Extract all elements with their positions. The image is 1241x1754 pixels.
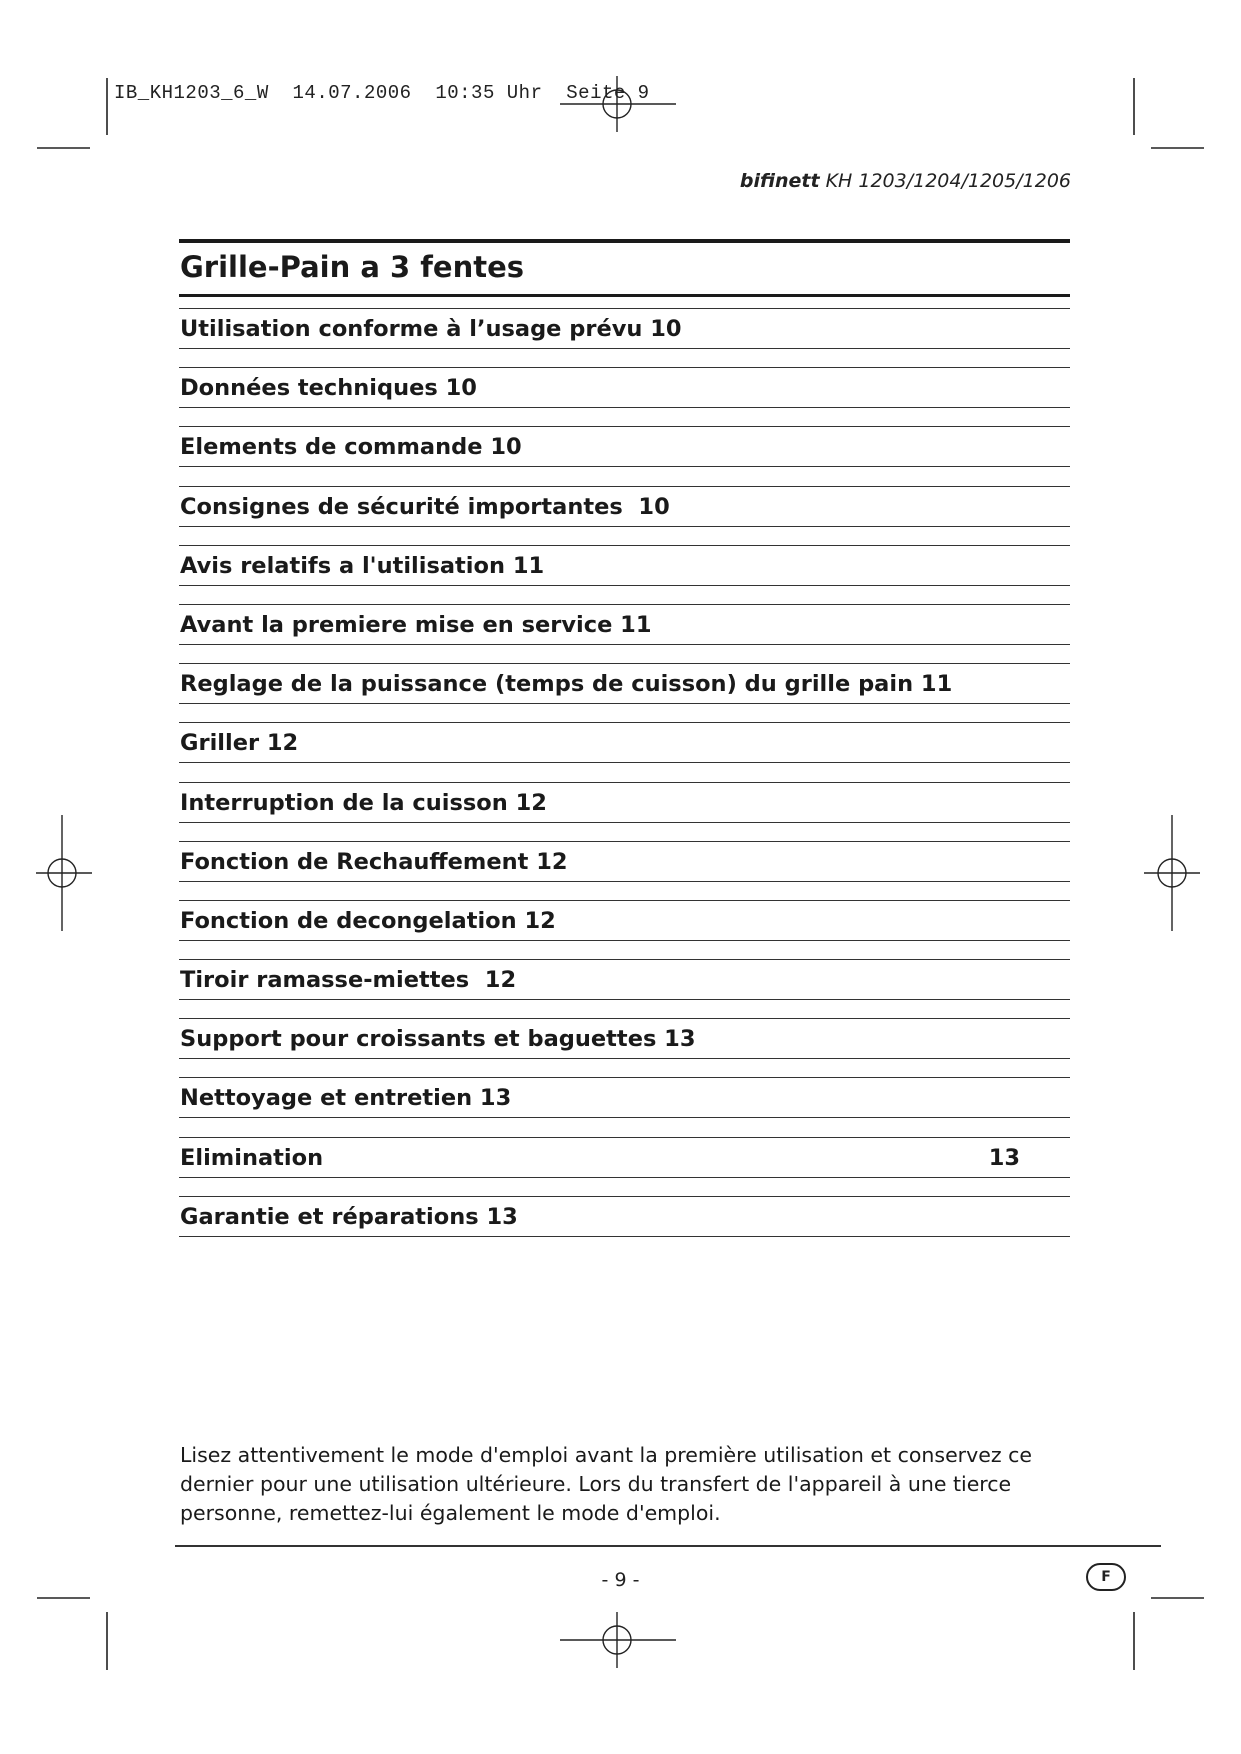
- language-badge: F: [1086, 1563, 1126, 1591]
- toc-entry-top-rule: [179, 308, 1070, 309]
- toc-entry-top-rule: [179, 604, 1070, 605]
- toc-entry-bottom-rule: [179, 940, 1070, 941]
- toc-entry-top-rule: [179, 782, 1070, 783]
- toc-entry: [179, 308, 1070, 367]
- toc-entry-bottom-rule: [179, 1117, 1070, 1118]
- toc-entry-bottom-rule: [179, 703, 1070, 704]
- toc-entry-text: Reglage de la puissance (temps de cuisson) du grille pain 11: [180, 671, 953, 698]
- toc-entry-text: Garantie et réparations 13: [180, 1203, 518, 1230]
- toc-entry: [179, 1018, 1070, 1077]
- toc-entry-bottom-rule: [179, 526, 1070, 527]
- toc-entry-top-rule: [179, 486, 1070, 487]
- toc-entry: [179, 663, 1070, 722]
- toc-entry: [179, 1196, 1070, 1255]
- toc-entry-text: Elimination: [180, 1144, 324, 1171]
- toc-entry-text: Fonction de decongelation 12: [180, 907, 556, 934]
- toc-entry-top-rule: [179, 663, 1070, 664]
- toc-entry: [179, 367, 1070, 426]
- toc-entry-bottom-rule: [179, 1058, 1070, 1059]
- toc-entry: [179, 959, 1070, 1018]
- toc-entry-top-rule: [179, 1196, 1070, 1197]
- toc-entry-top-rule: [179, 900, 1070, 901]
- toc-entry-bottom-rule: [179, 1177, 1070, 1178]
- brand-name: bifinett: [739, 170, 820, 192]
- title-bottom-rule: [179, 294, 1070, 297]
- footer-rule: [175, 1545, 1161, 1547]
- toc-entry-text: Tiroir ramasse-miettes 12: [180, 967, 517, 994]
- toc-entry-text: Elements de commande 10: [180, 434, 522, 461]
- toc-entry-top-rule: [179, 1077, 1070, 1078]
- toc-entry-text: Support pour croissants et baguettes 13: [180, 1026, 696, 1053]
- toc-entry-bottom-rule: [179, 822, 1070, 823]
- toc-entry-text: Nettoyage et entretien 13: [180, 1085, 512, 1112]
- toc-entry-bottom-rule: [179, 1236, 1070, 1237]
- toc-entry-top-rule: [179, 1137, 1070, 1138]
- toc-entry: [179, 545, 1070, 604]
- toc-entry-bottom-rule: [179, 585, 1070, 586]
- toc-entry-page: 13: [988, 1144, 1020, 1171]
- toc-entry-bottom-rule: [179, 999, 1070, 1000]
- toc-entry-top-rule: [179, 959, 1070, 960]
- toc-entry-bottom-rule: [179, 644, 1070, 645]
- toc-entry-text: Données techniques 10: [180, 375, 477, 402]
- page-title: Grille-Pain a 3 fentes: [180, 250, 525, 284]
- toc-entry-top-rule: [179, 1018, 1070, 1019]
- toc-entry-top-rule: [179, 722, 1070, 723]
- toc-entry-top-rule: [179, 367, 1070, 368]
- table-of-contents: [179, 308, 1070, 1255]
- title-top-rule: [179, 239, 1070, 243]
- toc-entry: [179, 900, 1070, 959]
- toc-entry: [179, 1077, 1070, 1136]
- toc-entry-top-rule: [179, 426, 1070, 427]
- toc-entry: [179, 426, 1070, 485]
- model-numbers: KH 1203/1204/1205/1206: [819, 170, 1071, 192]
- toc-entry-bottom-rule: [179, 407, 1070, 408]
- toc-entry-bottom-rule: [179, 762, 1070, 763]
- toc-entry: [179, 486, 1070, 545]
- toc-entry-top-rule: [179, 841, 1070, 842]
- toc-entry: [179, 1137, 1070, 1196]
- toc-entry-text: Avant la premiere mise en service 11: [180, 611, 652, 638]
- toc-entry: [179, 841, 1070, 900]
- print-slug: IB_KH1203_6_W 14.07.2006 10:35 Uhr Seite 9: [114, 82, 650, 104]
- toc-entry: [179, 604, 1070, 663]
- running-header: [740, 170, 1071, 192]
- toc-entry-text: Fonction de Rechauffement 12: [180, 848, 568, 875]
- toc-entry-text: Griller 12: [180, 730, 299, 757]
- usage-note: Lisez attentivement le mode d'emploi avant la première utilisation et conservez ce dernier pour une utilisation ultérieure. Lors du transfert de l'appareil à une tierce personne, remettez-lui également le mode d'emploi.: [180, 1443, 1033, 1525]
- toc-entry: [179, 722, 1070, 781]
- toc-entry-bottom-rule: [179, 881, 1070, 882]
- page-number: - 9 -: [601, 1569, 640, 1591]
- toc-entry-bottom-rule: [179, 466, 1070, 467]
- toc-entry-bottom-rule: [179, 348, 1070, 349]
- toc-entry-text: Utilisation conforme à l’usage prévu 10: [180, 316, 682, 342]
- toc-entry-text: Interruption de la cuisson 12: [180, 789, 547, 816]
- toc-entry-top-rule: [179, 545, 1070, 546]
- toc-entry-text: Consignes de sécurité importantes 10: [180, 493, 670, 520]
- toc-entry: [179, 782, 1070, 841]
- toc-entry-text: Avis relatifs a l'utilisation 11: [180, 552, 545, 579]
